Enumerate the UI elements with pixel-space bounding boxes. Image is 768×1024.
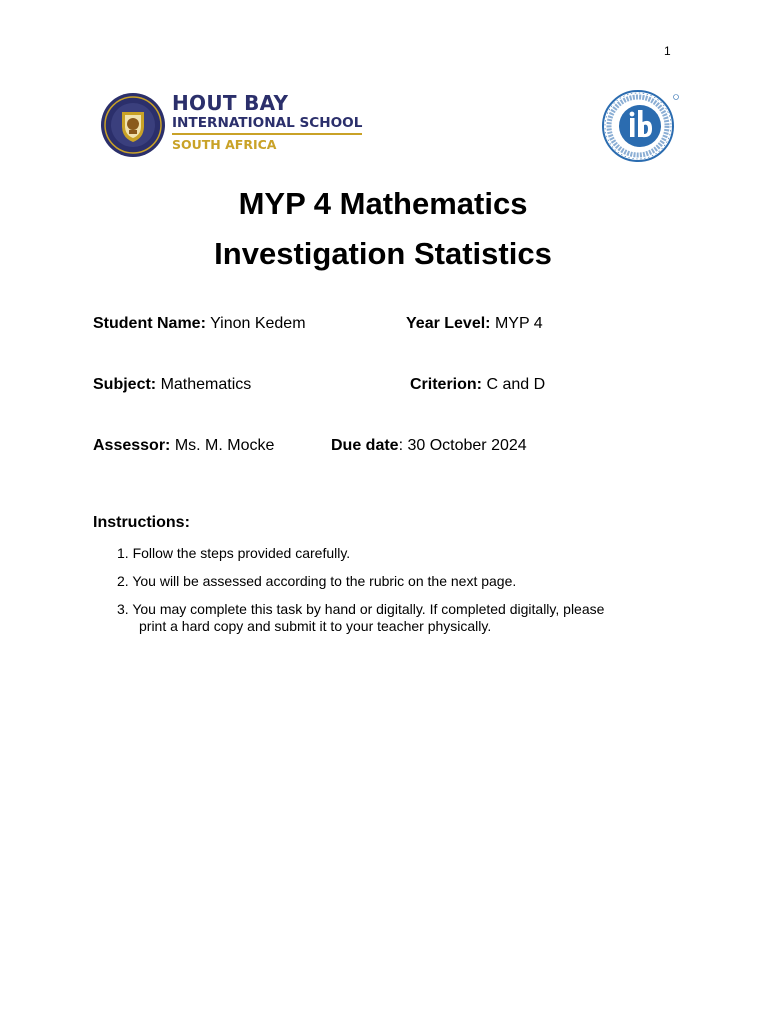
list-item bbox=[117, 601, 677, 635]
year-level-field bbox=[406, 315, 543, 333]
school-crest-icon bbox=[100, 92, 166, 158]
year-level-value: MYP 4 bbox=[490, 315, 543, 332]
due-date-field bbox=[331, 437, 527, 455]
instructions-list bbox=[117, 545, 677, 646]
school-name-line3: SOUTH AFRICA bbox=[172, 137, 277, 152]
due-date-label: Due date bbox=[331, 437, 399, 454]
page-title: MYP 4 Mathematics bbox=[238, 186, 528, 221]
criterion-label: Criterion: bbox=[410, 376, 482, 393]
school-name-line1: HOUT BAY bbox=[172, 91, 289, 115]
instruction-text-continued: print a hard copy and submit it to your teacher physically. bbox=[139, 618, 492, 634]
instruction-text: 3. You may complete this task by hand or digitally. If completed digitally, please bbox=[117, 601, 605, 617]
criterion-value: C and D bbox=[482, 376, 546, 393]
subject-field bbox=[93, 376, 251, 394]
instructions-heading: Instructions: bbox=[93, 514, 190, 531]
page-number: 1 bbox=[664, 44, 671, 58]
instruction-text: 2. You will be assessed according to the rubric on the next page. bbox=[117, 573, 517, 589]
school-name-line2: INTERNATIONAL SCHOOL bbox=[172, 114, 362, 135]
assessor-value: Ms. M. Mocke bbox=[170, 437, 275, 454]
instruction-text: 1. Follow the steps provided carefully. bbox=[117, 545, 351, 561]
student-name-label: Student Name: bbox=[93, 315, 206, 332]
page-subtitle: Investigation Statistics bbox=[214, 236, 552, 271]
list-item bbox=[117, 545, 677, 562]
student-name-value: Yinon Kedem bbox=[205, 315, 306, 332]
assessor-field bbox=[93, 437, 274, 455]
subject-label: Subject: bbox=[93, 376, 157, 393]
list-item bbox=[117, 573, 677, 590]
criterion-field bbox=[410, 376, 545, 394]
year-level-label: Year Level: bbox=[406, 315, 491, 332]
school-logo bbox=[100, 88, 370, 160]
student-name-field bbox=[93, 315, 306, 333]
ib-logo-icon bbox=[600, 88, 680, 164]
subject-value: Mathematics bbox=[156, 376, 252, 393]
assessor-label: Assessor: bbox=[93, 437, 171, 454]
due-date-value: : 30 October 2024 bbox=[398, 437, 527, 454]
